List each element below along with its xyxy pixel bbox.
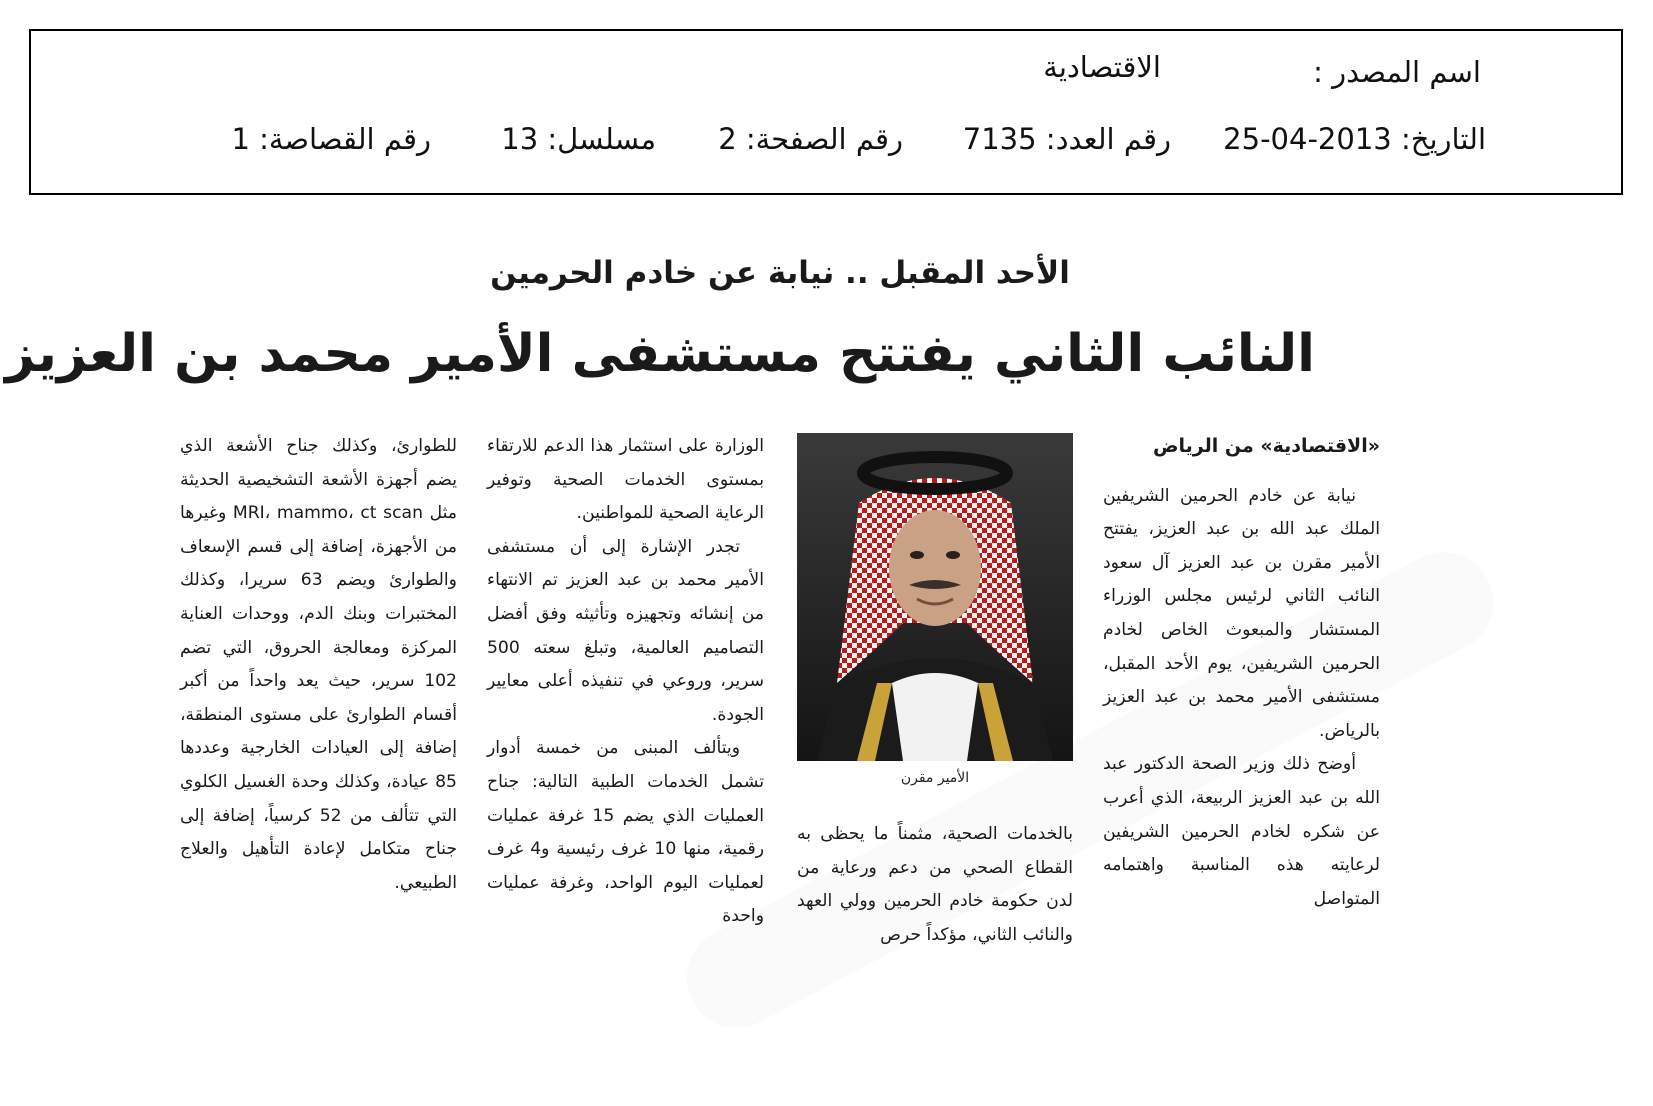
watermark-shape	[650, 499, 1529, 1080]
portrait-illustration	[797, 433, 1073, 761]
article-dateline: «الاقتصادية» من الرياض	[1152, 435, 1380, 457]
article-column-3	[487, 430, 764, 934]
article-column-4	[180, 430, 457, 900]
source-info-box	[29, 29, 1623, 195]
column-2-paragraph: بالخدمات الصحية، مثمناً ما يحظى به القطاع الصحي من دعم ورعاية من لدن حكومة خادم الحرمين وولي العهد والنائب الثاني، مؤكداً حرص	[797, 824, 1073, 945]
article-headline: النائب الثاني يفتتح مستشفى الأمير محمد بن العزيز	[5, 324, 1315, 384]
portrait-photo	[797, 433, 1073, 761]
issue-number: رقم العدد: 7135	[962, 122, 1171, 156]
column-1-paragraph: أوضح ذلك وزير الصحة الدكتور عبد الله بن عبد العزيز الربيعة، الذي أعرب عن شكره لخادم الحرمين الشريفين لرعايته هذه المناسبة واهتمامه المتواصل	[1103, 754, 1380, 909]
photo-caption: الأمير مقرن	[900, 770, 970, 786]
source-value: الاقتصادية	[1043, 50, 1161, 84]
source-label: اسم المصدر :	[1313, 55, 1481, 89]
issue-date: التاريخ: 2013-04-25	[1223, 122, 1486, 156]
article-column-2	[797, 818, 1073, 952]
column-3-paragraph: ويتألف المبنى من خمسة أدوار تشمل الخدمات الطبية التالية: جناح العمليات الذي يضم 15 غرفة عمليات رقمية، منها 10 غرف رئيسية و4 غرف لعمليات اليوم الواحد، وغرفة عمليات واحدة	[487, 738, 764, 927]
clipping-number: رقم القصاصة: 1	[231, 122, 431, 156]
watermark-band	[650, 499, 1529, 1080]
page-number: رقم الصفحة: 2	[718, 122, 903, 156]
column-3-paragraph: تجدر الإشارة إلى أن مستشفى الأمير محمد بن عبد العزيز تم الانتهاء من إنشائه وتجهيزه وتأثيثه وفق أفضل التصاميم العالمية، وتبلغ سعته 500 سرير، وروعي في تنفيذه أعلى معايير الجودة.	[487, 536, 764, 725]
article-kicker: الأحد المقبل .. نيابة عن خادم الحرمين	[490, 255, 1070, 291]
article-column-1	[1103, 430, 1380, 916]
serial-number: مسلسل: 13	[501, 122, 656, 156]
column-1-paragraph: نيابة عن خادم الحرمين الشريفين الملك عبد الله بن عبد العزيز، يفتتح الأمير مقرن بن عبد العزيز آل سعود النائب الثاني لرئيس مجلس الوزراء المستشار والمبعوث الخاص لخادم الحرمين الشريفين، يوم الأحد المقبل، مستشفى الأمير محمد بن عبد العزيز بالرياض.	[1103, 485, 1380, 741]
column-3-paragraph: الوزارة على استثمار هذا الدعم للارتقاء بمستوى الخدمات الصحية وتوفير الرعاية الصحية للمواطنين.	[487, 436, 764, 524]
column-4-paragraph: للطوارئ، وكذلك جناح الأشعة الذي يضم أجهزة الأشعة التشخيصية الحديثة مثل MRI، mammo، ct scan وغيرها من الأجهزة، إضافة إلى قسم الإسعاف والطوارئ ويضم 63 سريرا، وكذلك المختبرات وبنك الدم، ووحدات العناية المركزة ومعالجة الحروق، التي تضم 102 سرير، حيث يعد واحداً من أكبر أقسام الطوارئ على مستوى المنطقة، إضافة إلى العيادات الخارجية وعددها 85 عيادة، وكذلك وحدة الغسيل الكلوي التي تتألف من 52 كرسياً، إضافة إلى جناح متكامل لإعادة التأهيل والعلاج الطبيعي.	[180, 436, 458, 893]
